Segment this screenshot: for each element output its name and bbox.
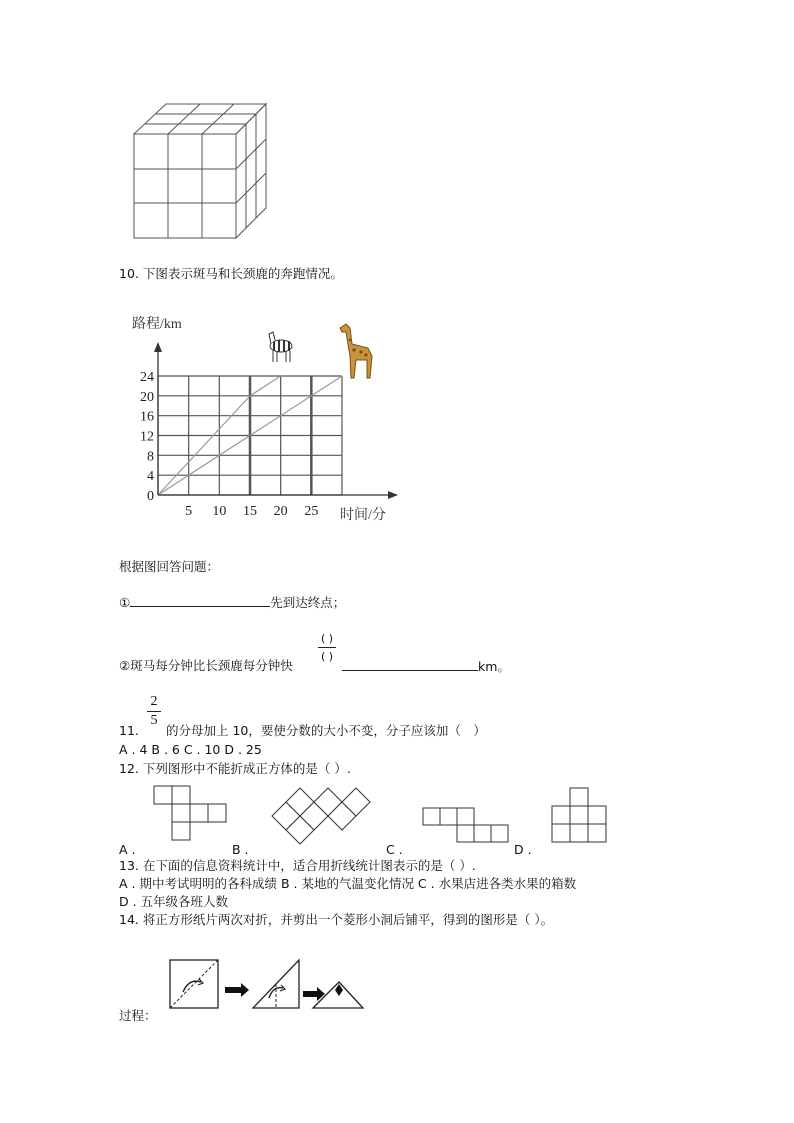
x-tick-label: 25 — [304, 504, 319, 519]
y-tick-label: 8 — [147, 449, 154, 465]
question-13-options-2: D . 五年级各班人数 — [119, 894, 229, 909]
fraction-denominator: 5 — [150, 713, 158, 728]
arrow-right-icon — [225, 983, 249, 997]
cube-net-d — [549, 786, 613, 846]
option-c-label: C . — [386, 842, 403, 857]
circle-number-1: ① — [119, 595, 131, 610]
question-11-options: A . 4 B . 6 C . 10 D . 25 — [119, 742, 262, 757]
y-tick-label: 12 — [140, 429, 154, 445]
cube-net-a — [152, 784, 232, 844]
option-b-label: B . — [232, 842, 249, 857]
question-11-number: 11. — [119, 723, 139, 738]
answer-line-2 — [119, 658, 293, 674]
question-13-text: 13. 在下面的信息资料统计中，适合用折线统计图表示的是（ ）. — [119, 858, 476, 873]
question-11-text: 的分母加上 10，要使分数的大小不变，分子应该加（ ） — [166, 723, 486, 738]
y-tick-label: 0 — [147, 489, 154, 504]
y-tick-label: 24 — [140, 370, 154, 385]
cube-net-c — [422, 802, 512, 848]
option-a-label: A . — [119, 842, 136, 857]
answer-blank-1[interactable] — [130, 594, 270, 607]
chart-ticks — [140, 370, 318, 519]
distance-time-chart — [120, 308, 410, 528]
fold-process-figure — [165, 958, 365, 1010]
x-tick-label: 5 — [185, 504, 193, 519]
y-tick-label: 16 — [140, 409, 154, 425]
question-14-text: 14. 将正方形纸片两次对折，并剪出一个菱形小洞后铺平，得到的图形是（ ）。 — [119, 912, 554, 927]
fraction-placeholder — [316, 632, 338, 663]
question-13-options-1: A . 期中考试明明的各科成绩 B . 某地的气温变化情况 C . 水果店进各类水果的箱数 — [119, 876, 577, 891]
option-d-label: D . — [514, 842, 532, 857]
x-tick-label: 15 — [243, 504, 257, 519]
fraction-numerator: 2 — [150, 694, 158, 709]
y-tick-label: 20 — [140, 389, 154, 405]
answer-suffix-1: 先到达终点； — [270, 595, 346, 610]
y-tick-label: 4 — [147, 469, 154, 485]
y-axis-arrow — [154, 342, 162, 352]
prompt-text: 根据图回答问题： — [119, 559, 220, 574]
x-tick-label: 20 — [273, 504, 288, 519]
answer-line-1 — [119, 594, 345, 611]
answer-text-2: 斑马每分钟比长颈鹿每分钟快 — [130, 658, 293, 673]
fraction-2-5 — [147, 694, 161, 729]
zebra-icon — [269, 332, 292, 362]
x-tick-label: 10 — [212, 504, 227, 519]
circle-number-2: ② — [119, 658, 131, 673]
fraction-top: ( ) — [320, 632, 334, 645]
question-10 — [119, 266, 343, 282]
cube-net-b — [266, 788, 381, 844]
process-label: 过程： — [119, 1008, 157, 1023]
y-axis-label: 路程/km — [132, 317, 182, 332]
answer-blank-2-row — [342, 658, 510, 675]
answer-blank-2[interactable] — [342, 658, 478, 671]
x-axis-arrow — [388, 491, 398, 499]
x-axis-label: 时间/分 — [340, 508, 386, 523]
cube-figure — [130, 100, 270, 245]
giraffe-icon — [340, 324, 372, 378]
question-12-text: 12. 下列图形中不能折成正方体的是（ ）. — [119, 761, 351, 776]
question-text: 下图表示斑马和长颈鹿的奔跑情况。 — [142, 266, 343, 281]
question-number: 10. — [119, 266, 139, 281]
unit-text: km。 — [478, 659, 510, 674]
fraction-bottom: ( ) — [320, 650, 334, 663]
